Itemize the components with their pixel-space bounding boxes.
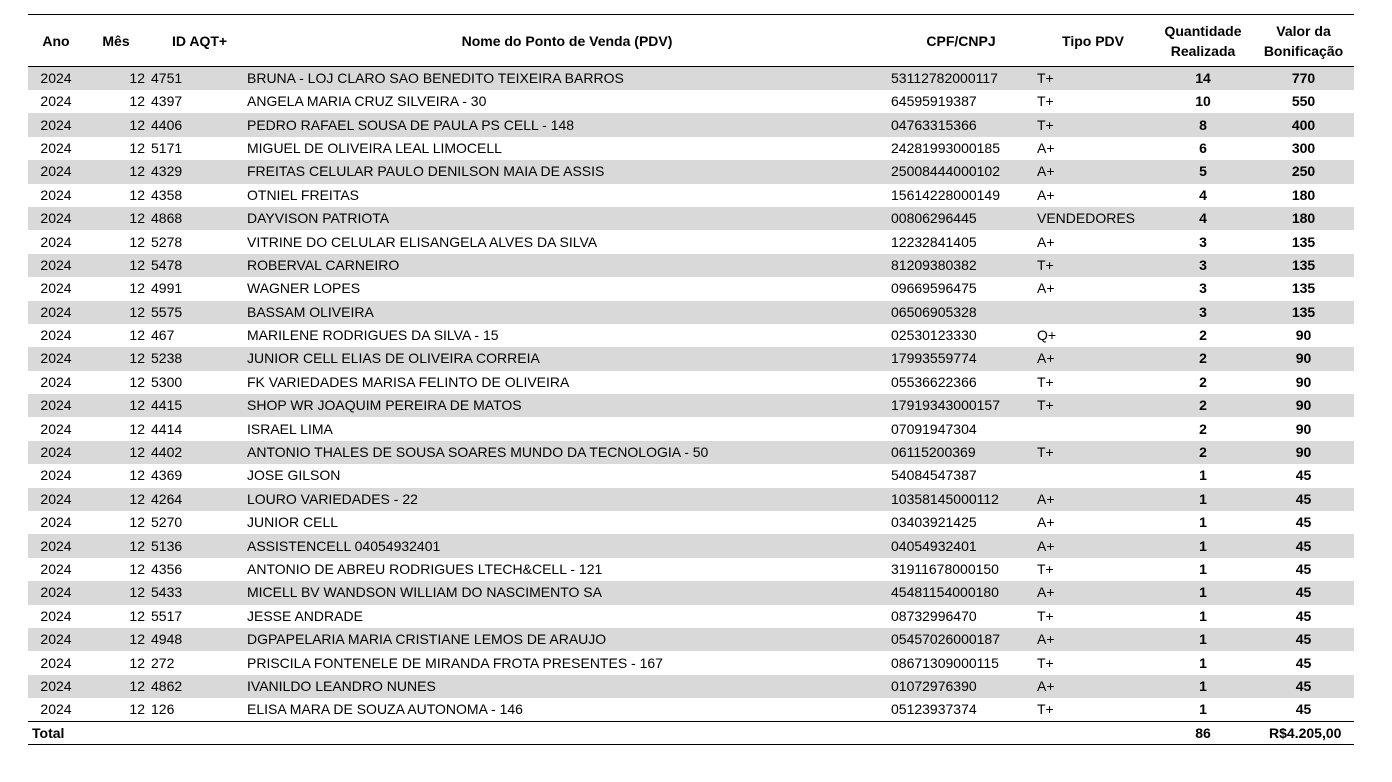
cell-mes: 12 — [129, 514, 145, 531]
cell-nome: PEDRO RAFAEL SOUSA DE PAULA PS CELL - 148 — [247, 116, 575, 133]
cell-nome: ISRAEL LIMA — [247, 420, 333, 437]
cell-qtd: 10 — [1195, 93, 1211, 110]
cell-tipo: T+ — [1037, 93, 1054, 110]
cell-valor: 45 — [1295, 561, 1312, 577]
cell-valor: 90 — [1295, 350, 1312, 367]
cell-mes: 12 — [129, 350, 145, 367]
cell-valor: 90 — [1295, 327, 1312, 344]
cell-mes: 12 — [129, 373, 145, 390]
cell-nome: ANTONIO THALES DE SOUSA SOARES MUNDO DA TECNOLOGIA - 50 — [247, 444, 709, 461]
header-mes: Mês — [84, 15, 148, 67]
cell-mes: 12 — [129, 631, 145, 648]
cell-id: 4358 — [151, 186, 183, 203]
cell-qtd: 1 — [1199, 631, 1207, 648]
cell-id: 4751 — [151, 70, 183, 86]
cell-cpf: 04054932401 — [891, 537, 977, 554]
cell-cpf: 04763315366 — [891, 116, 977, 133]
cell-valor: 45 — [1295, 677, 1312, 694]
cell-tipo: A+ — [1037, 490, 1055, 507]
header-valor: Valor da Bonificação — [1253, 15, 1354, 67]
cell-qtd: 6 — [1199, 139, 1207, 156]
cell-id: 4402 — [151, 444, 183, 461]
cell-cpf: 06115200369 — [891, 444, 976, 461]
cell-qtd: 8 — [1199, 116, 1207, 133]
cell-cpf: 25008444000102 — [891, 163, 1001, 180]
cell-ano: 2024 — [40, 701, 72, 718]
cell-qtd: 3 — [1199, 256, 1207, 273]
table-row — [28, 417, 1354, 440]
cell-id: 5478 — [151, 256, 183, 273]
table-row — [28, 324, 1354, 347]
cell-ano: 2024 — [40, 514, 72, 531]
cell-valor: 135 — [1291, 233, 1316, 250]
cell-nome: ELISA MARA DE SOUZA AUTONOMA - 146 — [247, 701, 523, 718]
total-valor: 4.205,00 — [1286, 725, 1342, 742]
cell-id: 5517 — [151, 607, 183, 624]
cell-ano: 2024 — [40, 116, 72, 133]
cell-qtd: 1 — [1199, 654, 1207, 671]
cell-cpf: 54084547387 — [891, 467, 977, 484]
cell-cpf: 15614228000149 — [891, 186, 1001, 203]
cell-nome: SHOP WR JOAQUIM PEREIRA DE MATOS — [247, 397, 522, 414]
cell-tipo — [1033, 464, 1153, 487]
cell-mes: 12 — [129, 327, 145, 344]
cell-cpf: 03403921425 — [891, 514, 977, 531]
header-row — [28, 15, 1354, 67]
cell-qtd: 4 — [1199, 186, 1207, 203]
cell-id: 5238 — [151, 350, 183, 367]
table-row — [28, 394, 1354, 417]
cell-cpf: 81209380382 — [891, 256, 977, 273]
cell-id: 4406 — [151, 116, 183, 133]
cell-valor: 180 — [1291, 210, 1316, 227]
cell-mes: 12 — [129, 654, 145, 671]
cell-id: 4356 — [151, 561, 183, 577]
cell-mes: 12 — [129, 280, 145, 297]
cell-valor: 90 — [1295, 397, 1312, 414]
total-valor-cell — [1253, 722, 1354, 745]
header-tipo: Tipo PDV — [1033, 15, 1153, 67]
cell-ano: 2024 — [40, 677, 72, 694]
cell-mes: 12 — [129, 467, 145, 484]
cell-mes: 12 — [129, 584, 145, 601]
table-body — [28, 67, 1354, 722]
table-row — [28, 534, 1354, 557]
cell-id: 4991 — [151, 280, 183, 297]
cell-tipo: A+ — [1037, 139, 1055, 156]
cell-qtd: 2 — [1199, 350, 1207, 367]
cell-nome: VITRINE DO CELULAR ELISANGELA ALVES DA SILVA — [247, 233, 598, 250]
cell-ano: 2024 — [40, 186, 72, 203]
cell-mes: 12 — [129, 397, 145, 414]
cell-tipo — [1033, 417, 1153, 440]
table-row — [28, 347, 1354, 370]
cell-nome: JESSE ANDRADE — [247, 607, 363, 624]
cell-mes: 12 — [129, 537, 145, 554]
cell-cpf: 12232841405 — [891, 233, 977, 250]
cell-tipo: A+ — [1037, 514, 1055, 531]
cell-tipo: A+ — [1037, 280, 1055, 297]
cell-id: 4369 — [151, 467, 183, 484]
cell-nome: JUNIOR CELL ELIAS DE OLIVEIRA CORREIA — [247, 350, 540, 367]
table-row — [28, 137, 1354, 160]
cell-mes: 12 — [129, 186, 145, 203]
cell-cpf: 02530123330 — [891, 327, 977, 344]
table-row — [28, 67, 1354, 91]
cell-ano: 2024 — [40, 607, 72, 624]
cell-mes: 12 — [129, 163, 145, 180]
header-qtd: Quantidade Realizada — [1153, 15, 1253, 67]
cell-mes: 12 — [129, 561, 145, 577]
cell-mes: 12 — [129, 233, 145, 250]
cell-valor: 90 — [1295, 373, 1312, 390]
cell-id: 4868 — [151, 210, 183, 227]
cell-mes: 12 — [129, 210, 145, 227]
cell-ano: 2024 — [40, 490, 72, 507]
cell-tipo: A+ — [1037, 677, 1055, 694]
cell-qtd: 2 — [1199, 444, 1207, 461]
cell-tipo: T+ — [1037, 561, 1054, 577]
cell-ano: 2024 — [40, 584, 72, 601]
table-row — [28, 184, 1354, 207]
cell-mes: 12 — [129, 116, 145, 133]
cell-valor: 45 — [1295, 654, 1312, 671]
cell-id: 5433 — [151, 584, 183, 601]
cell-nome: WAGNER LOPES — [247, 280, 361, 297]
table-row — [28, 160, 1354, 183]
cell-valor: 135 — [1291, 303, 1316, 320]
cell-nome: ANGELA MARIA CRUZ SILVEIRA - 30 — [247, 93, 487, 110]
cell-cpf: 17919343000157 — [891, 397, 1001, 414]
cell-cpf: 17993559774 — [891, 350, 977, 367]
cell-cpf: 64595919387 — [891, 93, 977, 110]
cell-valor: 45 — [1295, 537, 1312, 554]
header-nome: Nome do Ponto de Venda (PDV) — [245, 15, 889, 67]
cell-mes: 12 — [129, 93, 145, 110]
cell-valor: 400 — [1291, 116, 1316, 133]
cell-ano: 2024 — [40, 139, 72, 156]
cell-cpf: 31911678000150 — [891, 561, 999, 577]
cell-mes: 12 — [129, 607, 145, 624]
cell-qtd: 1 — [1199, 677, 1207, 694]
cell-tipo: T+ — [1037, 256, 1054, 273]
total-row — [28, 722, 1354, 745]
table-row — [28, 371, 1354, 394]
cell-ano: 2024 — [40, 327, 72, 344]
total-label: Total — [28, 722, 84, 745]
cell-nome: FK VARIEDADES MARISA FELINTO DE OLIVEIRA — [247, 373, 570, 390]
cell-ano: 2024 — [40, 420, 72, 437]
cell-ano: 2024 — [40, 350, 72, 367]
cell-ano: 2024 — [40, 70, 72, 86]
table-row — [28, 558, 1354, 581]
cell-id: 5575 — [151, 303, 183, 320]
cell-mes: 12 — [129, 303, 145, 320]
cell-tipo: T+ — [1037, 654, 1054, 671]
cell-tipo: T+ — [1037, 607, 1054, 624]
cell-cpf: 01072976390 — [891, 677, 977, 694]
cell-cpf: 05536622366 — [891, 373, 977, 390]
table-row — [28, 605, 1354, 628]
table-row — [28, 464, 1354, 487]
cell-qtd: 2 — [1199, 420, 1207, 437]
table-row — [28, 301, 1354, 324]
bonus-table — [28, 14, 1354, 745]
cell-id: 4264 — [151, 490, 183, 507]
cell-mes: 12 — [129, 677, 145, 694]
cell-qtd: 3 — [1199, 233, 1207, 250]
cell-tipo: T+ — [1037, 116, 1054, 133]
cell-ano: 2024 — [40, 631, 72, 648]
cell-id: 5278 — [151, 233, 183, 250]
cell-tipo: VENDEDORES — [1037, 210, 1136, 227]
table-row — [28, 207, 1354, 230]
cell-tipo — [1033, 301, 1153, 324]
cell-qtd: 3 — [1199, 280, 1207, 297]
cell-tipo: T+ — [1037, 444, 1054, 461]
table-row — [28, 628, 1354, 651]
table-row — [28, 441, 1354, 464]
cell-ano: 2024 — [40, 561, 72, 577]
cell-valor: 45 — [1295, 467, 1312, 484]
cell-valor: 45 — [1295, 514, 1312, 531]
cell-ano: 2024 — [40, 444, 72, 461]
cell-ano: 2024 — [40, 373, 72, 390]
cell-tipo: Q+ — [1037, 327, 1057, 344]
cell-tipo: T+ — [1037, 701, 1054, 718]
cell-nome: JUNIOR CELL — [247, 514, 339, 531]
table-row — [28, 113, 1354, 136]
cell-ano: 2024 — [40, 537, 72, 554]
cell-qtd: 2 — [1199, 397, 1207, 414]
cell-cpf: 07091947304 — [891, 420, 977, 437]
cell-nome: PRISCILA FONTENELE DE MIRANDA FROTA PRESENTES - 167 — [247, 654, 663, 671]
cell-qtd: 1 — [1199, 701, 1207, 718]
cell-nome: DGPAPELARIA MARIA CRISTIANE LEMOS DE ARAUJO — [247, 631, 607, 648]
cell-id: 4415 — [151, 397, 183, 414]
cell-valor: 45 — [1295, 584, 1312, 601]
cell-nome: ANTONIO DE ABREU RODRIGUES LTECH&CELL - 121 — [247, 561, 603, 577]
cell-mes: 12 — [129, 444, 145, 461]
total-currency: R$ — [1269, 725, 1287, 742]
table-row — [28, 581, 1354, 604]
cell-cpf: 09669596475 — [891, 280, 977, 297]
cell-cpf: 06506905328 — [891, 303, 977, 320]
cell-qtd: 1 — [1199, 514, 1207, 531]
cell-nome: ASSISTENCELL 04054932401 — [247, 537, 441, 554]
cell-cpf: 00806296445 — [891, 210, 977, 227]
cell-qtd: 3 — [1199, 303, 1207, 320]
cell-ano: 2024 — [40, 256, 72, 273]
cell-id: 5136 — [151, 537, 183, 554]
cell-ano: 2024 — [40, 210, 72, 227]
cell-qtd: 1 — [1199, 490, 1207, 507]
cell-id: 4329 — [151, 163, 183, 180]
cell-nome: OTNIEL FREITAS — [247, 186, 360, 203]
cell-valor: 250 — [1291, 163, 1316, 180]
cell-nome: IVANILDO LEANDRO NUNES — [247, 677, 436, 694]
cell-id: 4397 — [151, 93, 183, 110]
cell-id: 4862 — [151, 677, 183, 694]
table-row — [28, 651, 1354, 674]
cell-qtd: 1 — [1199, 467, 1207, 484]
cell-valor: 45 — [1295, 631, 1312, 648]
cell-id: 4414 — [151, 420, 183, 437]
cell-valor: 45 — [1295, 607, 1312, 624]
cell-qtd: 1 — [1199, 537, 1207, 554]
cell-cpf: 08732996470 — [891, 607, 977, 624]
cell-ano: 2024 — [40, 280, 72, 297]
cell-tipo: A+ — [1037, 631, 1055, 648]
header-cpf: CPF/CNPJ — [889, 15, 1033, 67]
cell-nome: MICELL BV WANDSON WILLIAM DO NASCIMENTO SA — [247, 584, 602, 601]
cell-nome: BASSAM OLIVEIRA — [247, 303, 374, 320]
cell-id: 126 — [151, 701, 175, 718]
cell-qtd: 1 — [1199, 584, 1207, 601]
cell-cpf: 10358145000112 — [891, 490, 999, 507]
cell-qtd: 14 — [1195, 70, 1211, 86]
cell-cpf: 45481154000180 — [891, 584, 999, 601]
spreadsheet-area — [28, 14, 1354, 745]
cell-valor: 135 — [1291, 280, 1316, 297]
cell-nome: BRUNA - LOJ CLARO SAO BENEDITO TEIXEIRA BARROS — [247, 70, 624, 86]
cell-ano: 2024 — [40, 233, 72, 250]
cell-ano: 2024 — [40, 303, 72, 320]
cell-ano: 2024 — [40, 163, 72, 180]
table-row — [28, 254, 1354, 277]
cell-cpf: 24281993000185 — [891, 139, 1001, 156]
cell-mes: 12 — [129, 139, 145, 156]
total-qtd: 86 — [1153, 722, 1253, 745]
cell-cpf: 53112782000117 — [891, 70, 998, 86]
cell-cpf: 08671309000115 — [891, 654, 999, 671]
cell-valor: 550 — [1291, 93, 1316, 110]
cell-valor: 90 — [1295, 444, 1312, 461]
cell-mes: 12 — [129, 256, 145, 273]
cell-nome: MIGUEL DE OLIVEIRA LEAL LIMOCELL — [247, 139, 502, 156]
cell-tipo: A+ — [1037, 584, 1055, 601]
table-row — [28, 488, 1354, 511]
cell-qtd: 2 — [1199, 327, 1207, 344]
table-row — [28, 511, 1354, 534]
cell-qtd: 4 — [1199, 210, 1207, 227]
cell-mes: 12 — [129, 490, 145, 507]
cell-qtd: 5 — [1199, 163, 1207, 180]
cell-tipo: A+ — [1037, 163, 1055, 180]
cell-qtd: 1 — [1199, 561, 1207, 577]
cell-id: 467 — [151, 327, 175, 344]
cell-ano: 2024 — [40, 654, 72, 671]
cell-mes: 12 — [129, 70, 145, 86]
cell-id: 5171 — [151, 139, 183, 156]
cell-nome: LOURO VARIEDADES - 22 — [247, 490, 418, 507]
cell-nome: FREITAS CELULAR PAULO DENILSON MAIA DE ASSIS — [247, 163, 605, 180]
cell-valor: 135 — [1291, 256, 1316, 273]
cell-tipo: T+ — [1037, 70, 1054, 86]
cell-id: 5300 — [151, 373, 183, 390]
cell-mes: 12 — [129, 701, 145, 718]
table-row — [28, 698, 1354, 722]
table-row — [28, 230, 1354, 253]
table-row — [28, 675, 1354, 698]
cell-ano: 2024 — [40, 397, 72, 414]
cell-valor: 770 — [1291, 70, 1316, 86]
cell-nome: DAYVISON PATRIOTA — [247, 210, 390, 227]
table-row — [28, 90, 1354, 113]
cell-qtd: 1 — [1199, 607, 1207, 624]
cell-cpf: 05457026000187 — [891, 631, 1001, 648]
cell-valor: 180 — [1291, 186, 1316, 203]
cell-qtd: 2 — [1199, 373, 1207, 390]
cell-tipo: A+ — [1037, 537, 1055, 554]
cell-nome: ROBERVAL CARNEIRO — [247, 256, 400, 273]
cell-mes: 12 — [129, 420, 145, 437]
table-footer — [28, 722, 1354, 745]
cell-valor: 45 — [1295, 701, 1312, 718]
header-id: ID AQT+ — [148, 15, 245, 67]
cell-cpf: 05123937374 — [891, 701, 977, 718]
cell-tipo: A+ — [1037, 186, 1055, 203]
cell-ano: 2024 — [40, 467, 72, 484]
header-ano: Ano — [28, 15, 84, 67]
cell-id: 5270 — [151, 514, 183, 531]
cell-ano: 2024 — [40, 93, 72, 110]
cell-tipo: A+ — [1037, 233, 1055, 250]
cell-valor: 45 — [1295, 490, 1312, 507]
cell-valor: 90 — [1295, 420, 1312, 437]
cell-tipo: A+ — [1037, 350, 1055, 367]
cell-nome: MARILENE RODRIGUES DA SILVA - 15 — [247, 327, 499, 344]
cell-tipo: T+ — [1037, 397, 1054, 414]
table-header — [28, 15, 1354, 67]
cell-id: 4948 — [151, 631, 183, 648]
cell-id: 272 — [151, 654, 175, 671]
cell-valor: 300 — [1291, 139, 1316, 156]
table-row — [28, 277, 1354, 300]
cell-tipo: T+ — [1037, 373, 1054, 390]
cell-nome: JOSE GILSON — [247, 467, 341, 484]
